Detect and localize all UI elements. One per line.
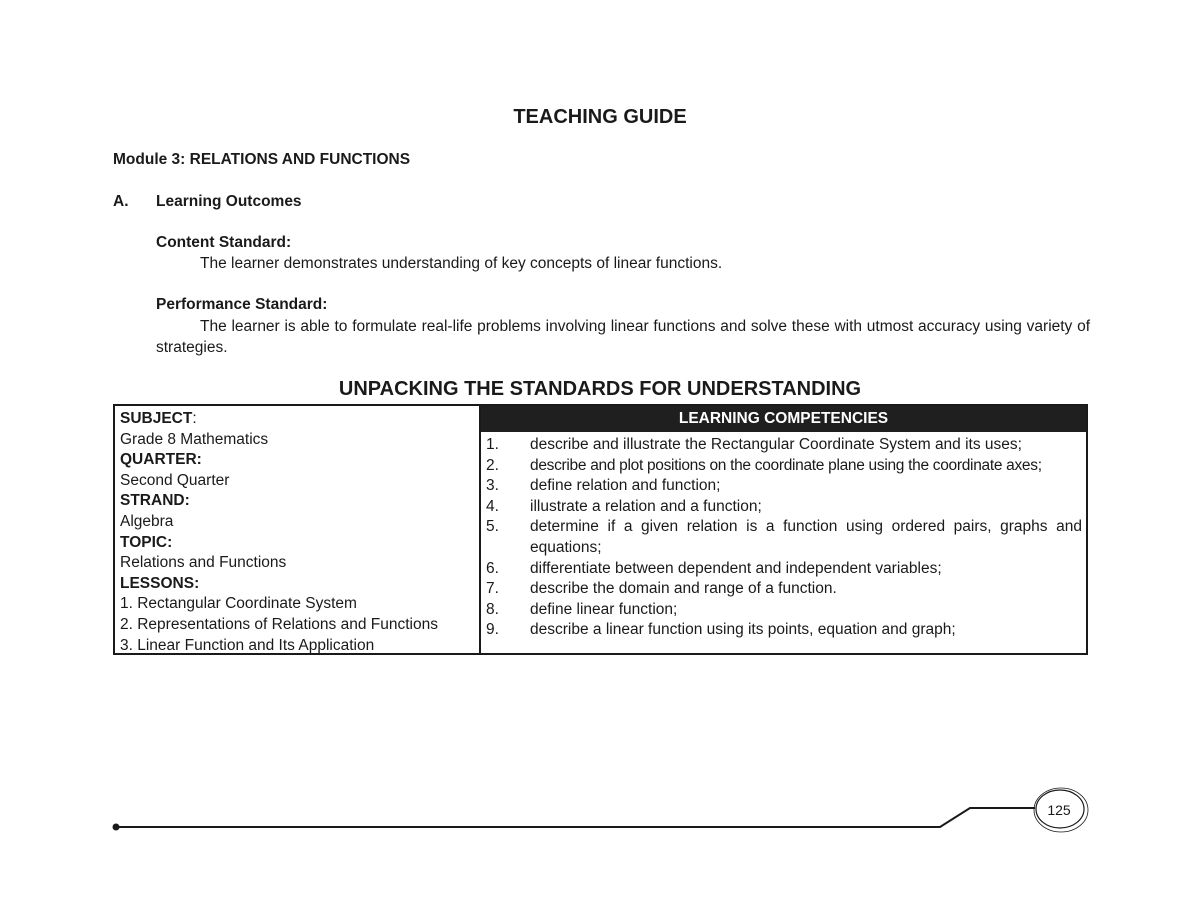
topic-value: Relations and Functions xyxy=(120,554,287,572)
competency-number: 3. xyxy=(486,477,499,495)
performance-standard-heading: Performance Standard: xyxy=(156,296,328,313)
competency-item xyxy=(486,435,1082,456)
performance-standard-text: The learner is able to formulate real-life problems involving linear functions and solve these with utmost accuracy using variety of strategies. xyxy=(156,318,1090,356)
lessons-label: LESSONS: xyxy=(120,574,200,592)
subject-info-column xyxy=(115,406,481,653)
competency-text: illustrate a relation and a function; xyxy=(530,497,762,515)
competency-item xyxy=(486,517,1082,558)
content-standard-text: The learner demonstrates understanding of key concepts of linear functions. xyxy=(200,255,723,272)
competencies-column xyxy=(481,406,1086,653)
competency-item xyxy=(486,476,1082,497)
footer-line xyxy=(116,808,1035,827)
lesson-item: 2. Representations of Relations and Functions xyxy=(120,615,438,633)
competency-item xyxy=(486,456,1082,477)
footer-decoration xyxy=(0,780,1200,850)
competency-item xyxy=(486,620,1082,641)
competency-number: 1. xyxy=(486,436,499,453)
lesson-item: 3. Linear Function and Its Application xyxy=(120,636,375,654)
competency-item xyxy=(486,600,1082,621)
competency-text: describe a linear function using its points, equation and graph; xyxy=(530,621,956,639)
topic-label: TOPIC: xyxy=(120,533,173,551)
quarter-value: Second Quarter xyxy=(120,471,230,489)
section-letter: A. xyxy=(113,193,129,210)
competency-text: differentiate between dependent and independent variables; xyxy=(530,559,942,577)
competency-text: describe the domain and range of a function. xyxy=(530,580,837,598)
module-heading: Module 3: RELATIONS AND FUNCTIONS xyxy=(113,151,411,168)
competency-item xyxy=(486,497,1082,518)
strand-label: STRAND: xyxy=(120,492,190,510)
subject-label-row xyxy=(120,409,479,430)
competency-number: 9. xyxy=(486,621,499,639)
competency-number: 4. xyxy=(486,497,499,515)
competency-text: describe and plot positions on the coordinate plane using the coordinate axes; xyxy=(530,456,1042,474)
quarter-label: QUARTER: xyxy=(120,451,202,469)
competency-text: describe and illustrate the Rectangular Coordinate System and its uses; xyxy=(530,436,1022,453)
competency-number: 2. xyxy=(486,456,499,474)
strand-value: Algebra xyxy=(120,512,174,530)
standards-table xyxy=(113,404,1088,655)
competencies-list xyxy=(481,432,1086,641)
competency-text: define relation and function; xyxy=(530,477,721,495)
competency-number: 8. xyxy=(486,600,499,618)
page-title: TEACHING GUIDE xyxy=(513,106,687,128)
subject-colon: : xyxy=(192,410,197,427)
content-standard-heading: Content Standard: xyxy=(156,234,292,251)
competency-number: 5. xyxy=(486,518,499,536)
competency-text: determine if a given relation is a function using ordered pairs, graphs and equations; xyxy=(530,518,1082,556)
competency-number: 7. xyxy=(486,580,499,598)
competency-text: define linear function; xyxy=(530,600,678,618)
page-number: 125 xyxy=(1047,802,1071,818)
competencies-header: LEARNING COMPETENCIES xyxy=(481,406,1086,432)
section-heading: Learning Outcomes xyxy=(156,193,302,210)
unpacking-title: UNPACKING THE STANDARDS FOR UNDERSTANDING xyxy=(338,378,862,400)
competency-item xyxy=(486,559,1082,580)
competency-number: 6. xyxy=(486,559,499,577)
subject-value: Grade 8 Mathematics xyxy=(120,430,269,448)
competency-item xyxy=(486,579,1082,600)
subject-label: SUBJECT xyxy=(120,410,193,427)
lesson-item: 1. Rectangular Coordinate System xyxy=(120,595,357,613)
